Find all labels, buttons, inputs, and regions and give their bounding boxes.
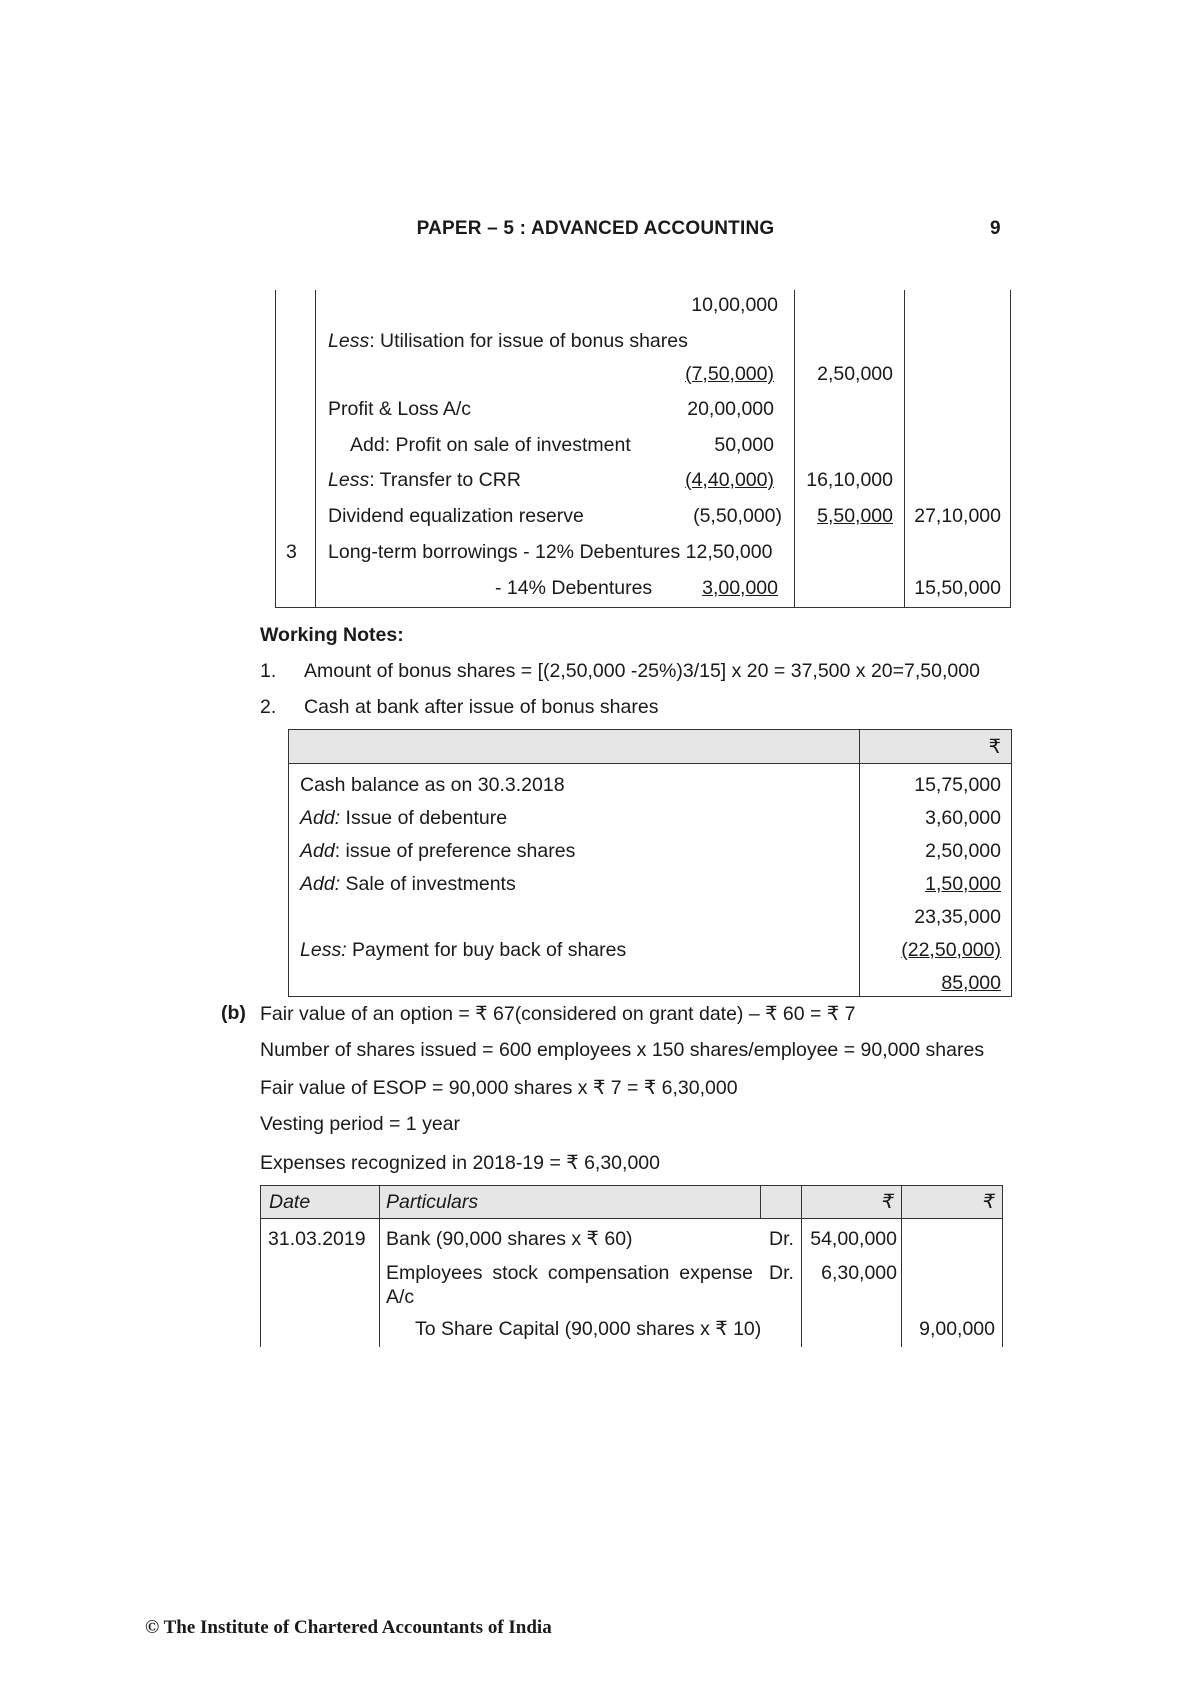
table-cell: 85,000 xyxy=(941,972,1001,994)
table-cell: Add: Profit on sale of investment xyxy=(350,434,631,456)
table-cell: 15,75,000 xyxy=(914,774,1001,796)
working-notes-title: Working Notes: xyxy=(260,624,404,646)
table-cell-date: 31.03.2019 xyxy=(268,1228,366,1250)
table-cell: (4,40,000) xyxy=(685,469,774,491)
cash-at-bank-table xyxy=(288,729,1012,997)
table-cell: Bank (90,000 shares x ₹ 60) xyxy=(386,1228,633,1250)
footer-copyright: © The Institute of Chartered Accountants of India xyxy=(145,1617,552,1638)
note-number: 3 xyxy=(286,541,297,563)
table-cell: 3,00,000 xyxy=(702,577,778,599)
table-cell: Cash balance as on 30.3.2018 xyxy=(300,774,565,796)
table-cell: 50,000 xyxy=(714,434,774,456)
table-cell: 2,50,000 xyxy=(817,363,893,385)
header-particulars: Particulars xyxy=(386,1191,479,1213)
table-header xyxy=(289,730,1011,764)
table-cell: 54,00,000 xyxy=(810,1228,897,1250)
journal-entry-table xyxy=(260,1185,1003,1347)
table-cell: To Share Capital (90,000 shares x ₹ 10) xyxy=(415,1318,762,1340)
table-cell: 5,50,000 xyxy=(817,505,893,527)
part-b-line: Expenses recognized in 2018-19 = ₹ 6,30,000 xyxy=(260,1152,660,1174)
table-cell: 16,10,000 xyxy=(806,469,893,491)
note-number: 1. xyxy=(260,660,277,682)
part-b-line: Number of shares issued = 600 employees x 150 shares/employee = 90,000 shares xyxy=(260,1039,985,1061)
note-text: Cash at bank after issue of bonus shares xyxy=(304,696,659,718)
part-b-line: Vesting period = 1 year xyxy=(260,1113,461,1135)
table-cell: Dr. xyxy=(769,1262,794,1284)
table-cell: (5,50,000) xyxy=(693,505,782,527)
table-cell: 23,35,000 xyxy=(914,906,1001,928)
table-cell: Dividend equalization reserve xyxy=(328,505,584,527)
page-title: PAPER – 5 : ADVANCED ACCOUNTING xyxy=(416,218,775,239)
table-cell: (22,50,000) xyxy=(901,939,1001,961)
table-cell: 10,00,000 xyxy=(691,294,778,316)
table-cell: (7,50,000) xyxy=(685,363,774,385)
part-b-label: (b) xyxy=(221,1002,246,1024)
note-text: Amount of bonus shares = [(2,50,000 -25%)3/15] x 20 = 37,500 x 20=7,50,000 xyxy=(304,660,980,682)
rupee-icon: ₹ xyxy=(982,1191,995,1213)
table-cell: Dr. xyxy=(769,1228,794,1250)
table-cell: Less: Utilisation for issue of bonus shares xyxy=(328,330,688,352)
table-cell: 3,60,000 xyxy=(925,807,1001,829)
table-cell: 27,10,000 xyxy=(914,505,1001,527)
balance-sheet-continuation-table xyxy=(275,290,1011,608)
table-cell: Add: issue of preference shares xyxy=(300,840,576,862)
table-cell: 2,50,000 xyxy=(925,840,1001,862)
page-number: 9 xyxy=(990,218,1001,239)
rupee-icon: ₹ xyxy=(988,736,1001,758)
table-cell: Less: Transfer to CRR xyxy=(328,469,521,491)
table-cell: 9,00,000 xyxy=(919,1318,995,1340)
note-number: 2. xyxy=(260,696,277,718)
table-cell: 20,00,000 xyxy=(687,398,774,420)
table-cell: Less: Payment for buy back of shares xyxy=(300,939,627,961)
table-cell: 6,30,000 xyxy=(821,1262,897,1284)
rupee-icon: ₹ xyxy=(881,1191,894,1213)
table-cell: Add: Issue of debenture xyxy=(300,807,508,829)
table-cell: 1,50,000 xyxy=(925,873,1001,895)
table-cell: Add: Sale of investments xyxy=(300,873,516,895)
table-cell: A/c xyxy=(386,1286,415,1308)
table-cell: Employees stock compensation expense xyxy=(386,1262,753,1284)
table-cell: Long-term borrowings - 12% Debentures 12,50,000 xyxy=(328,541,773,563)
table-cell: 15,50,000 xyxy=(914,577,1001,599)
table-cell: - 14% Debentures xyxy=(495,577,653,599)
header-date: Date xyxy=(269,1191,311,1213)
part-b-line: Fair value of an option = ₹ 67(considered on grant date) – ₹ 60 = ₹ 7 xyxy=(260,1003,856,1025)
table-cell: Profit & Loss A/c xyxy=(328,398,472,420)
part-b-line: Fair value of ESOP = 90,000 shares x ₹ 7 = ₹ 6,30,000 xyxy=(260,1077,738,1099)
